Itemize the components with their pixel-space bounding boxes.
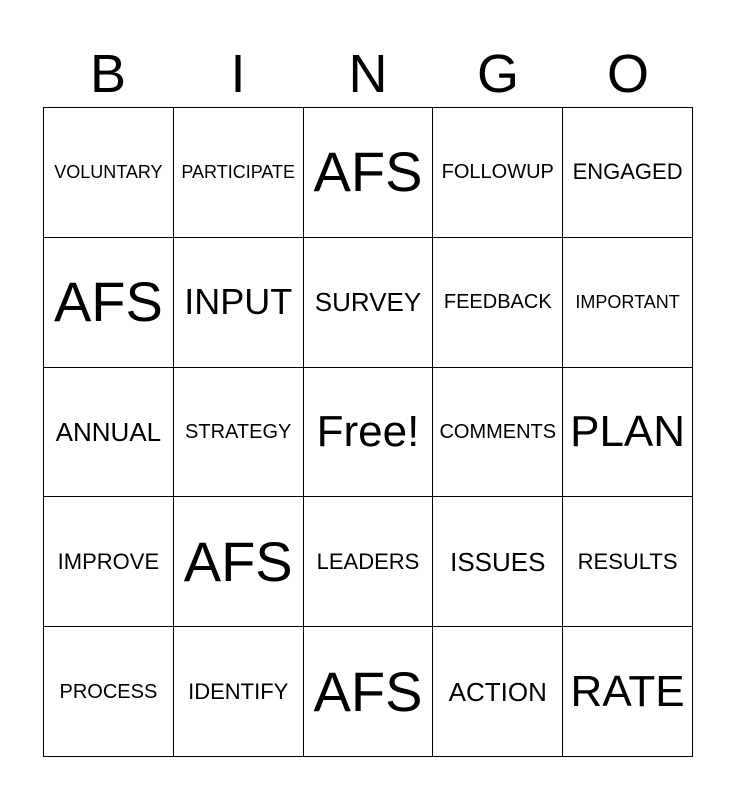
bingo-cell[interactable]: ISSUES [433,497,563,627]
bingo-cell[interactable]: PARTICIPATE [174,108,304,238]
bingo-cell[interactable]: VOLUNTARY [44,108,174,238]
bingo-cell[interactable]: AFS [304,108,434,238]
bingo-cell[interactable]: RESULTS [563,497,693,627]
bingo-cell[interactable]: INPUT [174,238,304,368]
bingo-cell[interactable]: SURVEY [304,238,434,368]
free-space-cell[interactable]: Free! [304,368,434,498]
bingo-header [43,40,693,108]
bingo-cell[interactable]: IDENTIFY [174,627,304,757]
bingo-cell[interactable]: PROCESS [44,627,174,757]
bingo-cell[interactable]: AFS [44,238,174,368]
bingo-cell[interactable]: AFS [304,627,434,757]
bingo-board [43,107,693,757]
bingo-cell[interactable]: AFS [174,497,304,627]
header-letter-i: I [230,44,246,104]
bingo-cell[interactable]: STRATEGY [174,368,304,498]
bingo-cell[interactable]: PLAN [563,368,693,498]
header-letter-g: G [476,44,519,104]
bingo-cell[interactable]: ACTION [433,627,563,757]
bingo-cell[interactable]: IMPORTANT [563,238,693,368]
bingo-cell[interactable]: COMMENTS [433,368,563,498]
bingo-cell[interactable]: FOLLOWUP [433,108,563,238]
bingo-cell[interactable]: LEADERS [304,497,434,627]
header-letter-o: O [606,44,649,104]
bingo-cell[interactable]: ANNUAL [44,368,174,498]
bingo-cell[interactable]: FEEDBACK [433,238,563,368]
bingo-cell[interactable]: RATE [563,627,693,757]
header-letter-n: N [348,44,388,104]
header-letter-b: B [89,44,127,104]
bingo-cell[interactable]: ENGAGED [563,108,693,238]
bingo-cell[interactable]: IMPROVE [44,497,174,627]
